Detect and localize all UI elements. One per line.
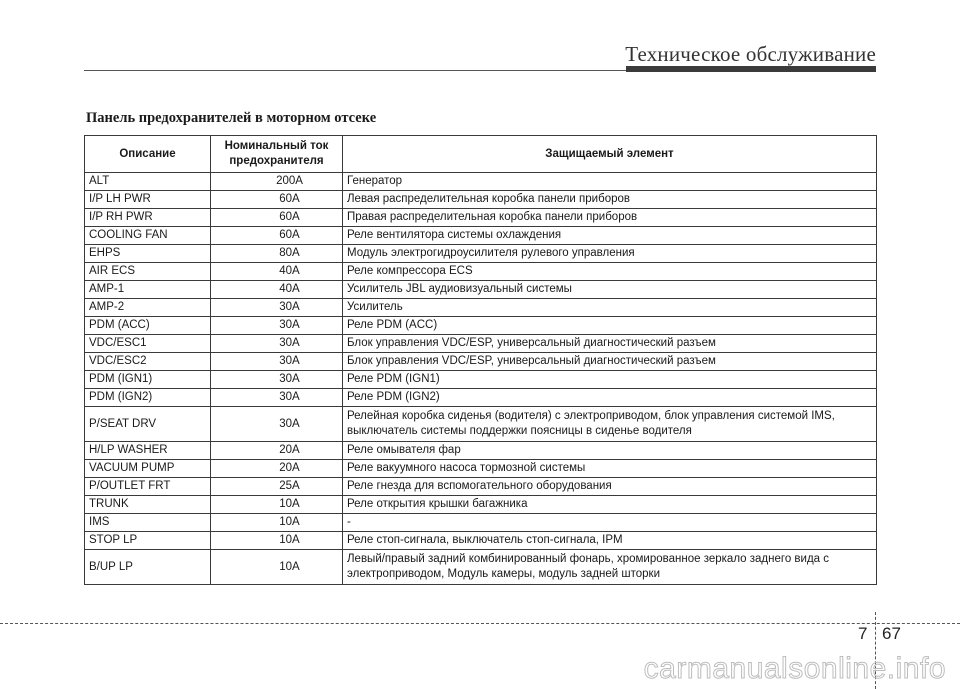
header-rule-accent — [626, 66, 876, 72]
cell-protected-element: Реле PDM (IGN2) — [343, 389, 877, 407]
cell-protected-element: Модуль электрогидроусилителя рулевого управления — [343, 245, 877, 263]
cell-protected-element: Блок управления VDC/ESP, универсальный диагностический разъем — [343, 335, 877, 353]
cell-protected-element: Реле компрессора ECS — [343, 263, 877, 281]
cell-rated-current: 10A — [211, 550, 343, 585]
cell-rated-current: 30A — [211, 389, 343, 407]
cell-protected-element: Левый/правый задний комбинированный фонарь, хромированное зеркало заднего вида с электроприводом, Модуль камеры, модуль задней шторки — [343, 550, 877, 585]
column-header-description: Описание — [85, 136, 211, 173]
cell-description: TRUNK — [85, 496, 211, 514]
cell-description: P/OUTLET FRT — [85, 478, 211, 496]
cell-description: AMP-2 — [85, 299, 211, 317]
cell-description: COOLING FAN — [85, 227, 211, 245]
cell-description: PDM (ACC) — [85, 317, 211, 335]
cell-protected-element: Реле гнезда для вспомогательного оборудования — [343, 478, 877, 496]
cell-description: EHPS — [85, 245, 211, 263]
table-row — [85, 371, 877, 389]
cell-rated-current: 30A — [211, 299, 343, 317]
table-row — [85, 317, 877, 335]
cell-rated-current: 30A — [211, 317, 343, 335]
table-row — [85, 460, 877, 478]
table-header-row — [85, 136, 877, 173]
cell-protected-element: Реле PDM (IGN1) — [343, 371, 877, 389]
section-title: Панель предохранителей в моторном отсеке — [86, 110, 377, 126]
watermark: carmanualsonline.info — [643, 652, 946, 685]
table-row — [85, 478, 877, 496]
cell-rated-current: 60A — [211, 191, 343, 209]
table-row — [85, 550, 877, 585]
cell-description: PDM (IGN1) — [85, 371, 211, 389]
cell-description: B/UP LP — [85, 550, 211, 585]
header-rule — [84, 70, 660, 71]
cell-rated-current: 20A — [211, 442, 343, 460]
cell-rated-current: 30A — [211, 353, 343, 371]
table-row — [85, 299, 877, 317]
cell-description: AMP-1 — [85, 281, 211, 299]
column-header-protected-element: Защищаемый элемент — [343, 136, 877, 173]
fuse-table — [84, 135, 877, 585]
cell-rated-current: 200A — [211, 173, 343, 191]
footer-rule — [0, 623, 960, 624]
table-row — [85, 442, 877, 460]
table-row — [85, 263, 877, 281]
cell-protected-element: Реле вентилятора системы охлаждения — [343, 227, 877, 245]
page-number: 67 — [882, 624, 901, 643]
cell-description: I/P LH PWR — [85, 191, 211, 209]
cell-rated-current: 60A — [211, 209, 343, 227]
cell-rated-current: 40A — [211, 281, 343, 299]
cell-protected-element: Блок управления VDC/ESP, универсальный диагностический разъем — [343, 353, 877, 371]
chapter-number: 7 — [858, 624, 868, 643]
fuse-table-body — [85, 173, 877, 585]
cell-description: PDM (IGN2) — [85, 389, 211, 407]
cell-description: VDC/ESC1 — [85, 335, 211, 353]
table-row — [85, 209, 877, 227]
cell-description: VACUUM PUMP — [85, 460, 211, 478]
page-header-title: Техническое обслуживание — [625, 42, 876, 66]
cell-description: H/LP WASHER — [85, 442, 211, 460]
cell-protected-element: Генератор — [343, 173, 877, 191]
cell-rated-current: 80A — [211, 245, 343, 263]
cell-rated-current: 60A — [211, 227, 343, 245]
cell-description: VDC/ESC2 — [85, 353, 211, 371]
cell-rated-current: 10A — [211, 514, 343, 532]
cell-description: I/P RH PWR — [85, 209, 211, 227]
table-row — [85, 353, 877, 371]
cell-rated-current: 10A — [211, 496, 343, 514]
table-row — [85, 173, 877, 191]
cell-protected-element: - — [343, 514, 877, 532]
cell-rated-current: 20A — [211, 460, 343, 478]
cell-protected-element: Реле вакуумного насоса тормозной системы — [343, 460, 877, 478]
cell-protected-element: Релейная коробка сиденья (водителя) с электроприводом, блок управления системой IMS, выключатель системы поддержки поясницы в сиденье водителя — [343, 407, 877, 442]
column-header-rated-current: Номинальный ток предохранителя — [211, 136, 343, 173]
cell-rated-current: 30A — [211, 335, 343, 353]
cell-rated-current: 30A — [211, 371, 343, 389]
table-row — [85, 281, 877, 299]
cell-description: AIR ECS — [85, 263, 211, 281]
cell-rated-current: 25A — [211, 478, 343, 496]
cell-protected-element: Реле омывателя фар — [343, 442, 877, 460]
cell-protected-element: Правая распределительная коробка панели приборов — [343, 209, 877, 227]
table-row — [85, 335, 877, 353]
cell-protected-element: Реле стоп-сигнала, выключатель стоп-сигнала, IPM — [343, 532, 877, 550]
table-row — [85, 532, 877, 550]
cell-rated-current: 40A — [211, 263, 343, 281]
cell-protected-element: Усилитель — [343, 299, 877, 317]
cell-protected-element: Усилитель JBL аудиовизуальный системы — [343, 281, 877, 299]
table-row — [85, 191, 877, 209]
cell-description: ALT — [85, 173, 211, 191]
table-row — [85, 496, 877, 514]
cell-protected-element: Реле PDM (ACC) — [343, 317, 877, 335]
table-row — [85, 514, 877, 532]
cell-description: IMS — [85, 514, 211, 532]
cell-description: STOP LP — [85, 532, 211, 550]
cell-rated-current: 30A — [211, 407, 343, 442]
cell-protected-element: Левая распределительная коробка панели приборов — [343, 191, 877, 209]
table-row — [85, 407, 877, 442]
table-row — [85, 245, 877, 263]
table-row — [85, 389, 877, 407]
cell-description: P/SEAT DRV — [85, 407, 211, 442]
cell-rated-current: 10A — [211, 532, 343, 550]
cell-protected-element: Реле открытия крышки багажника — [343, 496, 877, 514]
table-row — [85, 227, 877, 245]
